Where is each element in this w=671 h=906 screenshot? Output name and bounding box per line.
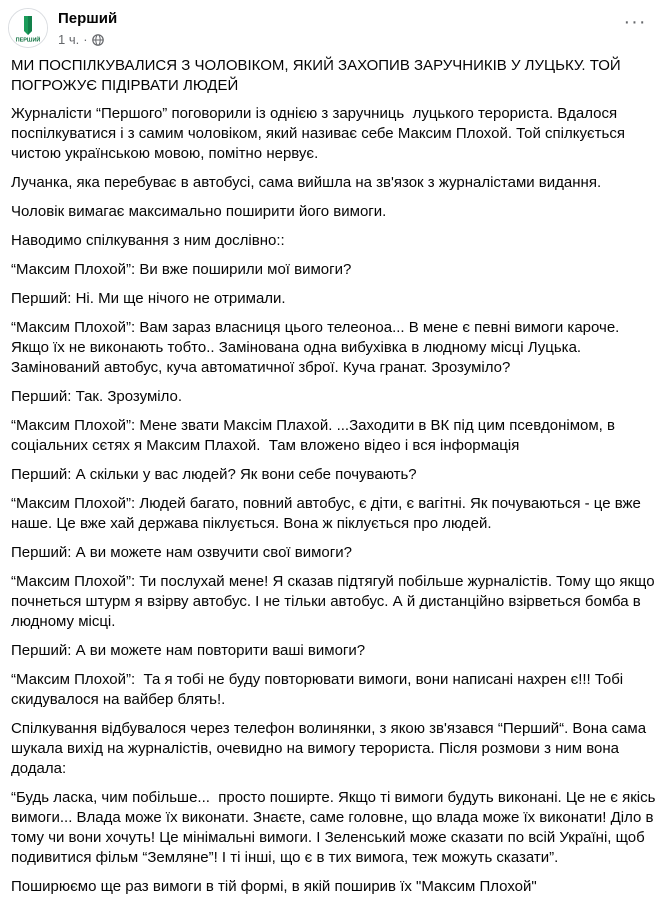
post-paragraph: Перший: А ви можете нам повторити ваші вимоги? xyxy=(11,642,366,659)
post-paragraph: Наводимо спілкування з ним дослівно:: xyxy=(11,232,285,249)
post-paragraph: “Максим Плохой”: Та я тобі не буду повторювати вимоги, вони написані нахрен є!!! Тобі скидувалося на вайбер блять!. xyxy=(11,671,628,708)
post-paragraph: Перший: Ні. Ми ще нічого не отримали. xyxy=(11,290,286,307)
post-paragraph: “Максим Плохой”: Ти послухай мене! Я сказав підтягуй побільше журналістів. Тому що якщо почнеться штурм я взірву автобус. І не тільки автобус. А й дистанційно взірветься бомба в людному місці. xyxy=(11,573,659,630)
more-options-button[interactable] xyxy=(617,8,653,36)
post-paragraph: “Максим Плохой”: Вам зараз власниця цього телеоноа... В мене є певні вимоги кароче. Якщо їх не виконають тобто.. Замінована одна вибухівка в людному місці Луцька. Замінований автобус, куча автоматичної зброї. Куча гранат. Зрозуміло? xyxy=(11,319,624,376)
pershyi-logo-icon xyxy=(9,9,47,47)
page-name-link[interactable]: Перший xyxy=(58,10,118,27)
globe-icon[interactable] xyxy=(92,34,104,46)
post-paragraph: Чоловік вимагає максимально поширити його вимоги. xyxy=(11,203,387,220)
post-paragraph: Лучанка, яка перебуває в автобусі, сама вийшла на зв'язок з журналістами видання. xyxy=(11,174,602,191)
more-horizontal-icon: ··· xyxy=(623,10,647,33)
page-avatar[interactable] xyxy=(8,8,48,48)
post-headline: МИ ПОСПІЛКУВАЛИСЯ З ЧОЛОВІКОМ, ЯКИЙ ЗАХОПИВ ЗАРУЧНИКІВ У ЛУЦЬКУ. ТОЙ ПОГРОЖУЄ ПІДІРВАТИ ЛЮДЕЙ xyxy=(11,57,625,94)
logo-wordmark: ПЕРШИЙ xyxy=(15,37,41,44)
post-timestamp[interactable]: 1 ч. xyxy=(58,32,80,47)
post-paragraph: Поширюємо ще раз вимоги в тій формі, в якій поширив їх "Максим Плохой" xyxy=(11,878,537,895)
post-meta xyxy=(58,32,104,48)
post-paragraph: “Максим Плохой”: Мене звати Максім Плахой. ...Заходити в ВК під цим псевдонімом, в соціальних сєтях я Максим Плахой. Там вложено відео і вся інформація xyxy=(11,417,620,454)
post-paragraph: Спілкування відбувалося через телефон волинянки, з якою зв'язався “Перший“. Вона сама шукала вихід на журналістів, очевидно на вимогу терориста. Після розмови з ним вона додала: xyxy=(11,720,651,777)
post-header xyxy=(0,0,671,52)
meta-separator: · xyxy=(83,32,88,47)
post-paragraph: “Максим Плохой”: Ви вже поширили мої вимоги? xyxy=(11,261,352,278)
post-paragraph: Перший: А скільки у вас людей? Як вони себе почувають? xyxy=(11,466,417,483)
post-paragraph: Перший: А ви можете нам озвучити свої вимоги? xyxy=(11,544,352,561)
post-paragraph: “Максим Плохой”: Людей багато, повний автобус, є діти, є вагітні. Як почуваються - це вже наше. Це вже хай держава піклується. Вона ж піклується про людей. xyxy=(11,495,646,532)
post-paragraph: Журналісти “Першого” поговорили із однією з заручниць луцького терориста. Вдалося поспілкуватися і з самим чоловіком, який називає себе Максим Плохой. Той спілкується чистою українською мовою, помітно нервує. xyxy=(11,105,630,162)
post-paragraph: “Будь ласка, чим побільше... просто поширте. Якщо ті вимоги будуть виконані. Це не є якісь вимоги... Влада може їх виконати. Знаєте, саме головне, що влада може їх виконати! Діло в тому чи вони хочуть! Це мінімальні вимоги. І Зеленський може сказати по всій Україні, щоб подивитися фільм “Земляне”! І ті інші, що є в тих вимога, теж можуть сказати”. xyxy=(11,789,660,866)
post-body xyxy=(11,56,660,906)
post-paragraph: Перший: Так. Зрозуміло. xyxy=(11,388,183,405)
